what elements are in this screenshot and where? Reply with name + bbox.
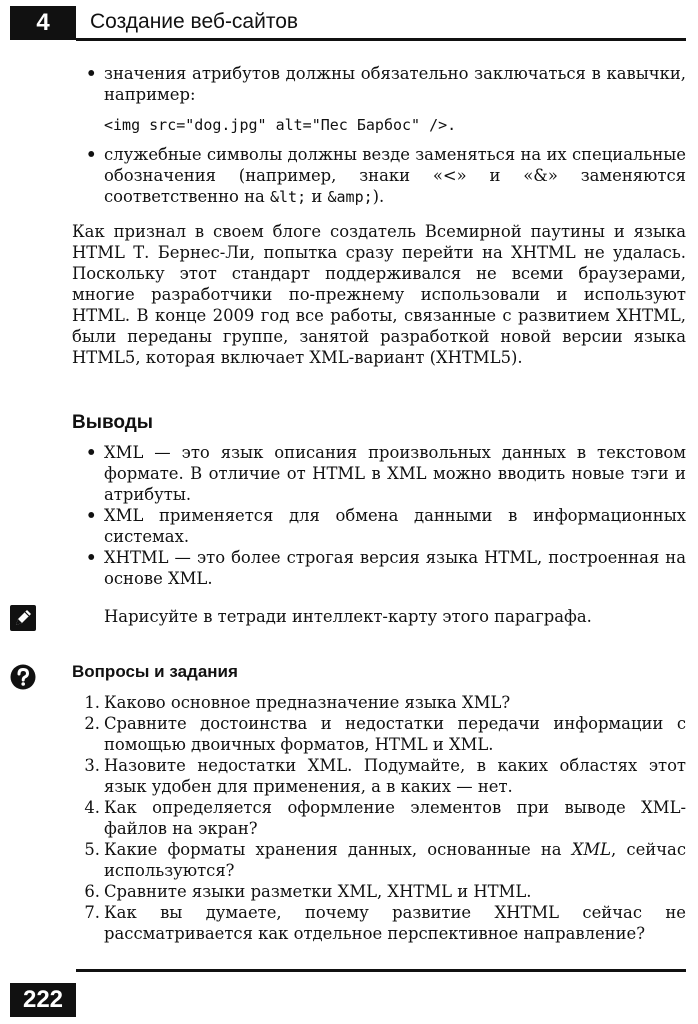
bullet-text-part: служебные символы должны везде заменяться на их специальные обозначения (например, знаки «<» и «&» заменяются соответственно на [104,145,686,206]
question-text-part: , сейчас используются? [104,840,686,880]
bullet-text-part: ). [372,187,385,206]
question-number: 3. [84,756,100,775]
conclusion-item: • XML применяется для обмена данными в информационных системах. [104,505,686,547]
question-text: Назовите недостатки XML. Подумайте, в каких областях этот язык удобен для применения, а в каких — нет. [104,756,686,796]
code-amp: &amp; [327,188,373,206]
question-number: 7. [84,903,100,922]
question-number: 2. [84,714,100,733]
intro-bullet-quotes [104,63,686,105]
chapter-number-badge: 4 [10,6,76,40]
page-header [0,0,698,44]
body-paragraph: Как признал в своем блоге создатель Всемирной паутины и языка HTML Т. Бернес-Ли, попытка сразу перейти на XHTML не удалась. Поскольку этот стандарт поддерживался не всеми браузерами, многие разработчики по-прежнему использовали и используют HTML. В конце 2009 год все работы, связанные с развитием XHTML, были переданы группе, занятой разработкой новой версии языка HTML5, которая включает XML-вариант (XHTML5). [72,222,686,367]
question-number: 6. [84,882,100,901]
code-example: <img src="dog.jpg" alt="Пес Барбос" />. [104,116,457,134]
question-number: 1. [84,693,100,712]
questions-list [84,692,686,944]
list-item [84,692,686,713]
conclusion-item: • XHTML — это более строгая версия языка HTML, построенная на основе XML. [104,547,686,589]
conclusions-heading: Выводы [72,412,154,433]
list-item [84,755,686,797]
page-number: 222 [10,983,76,1017]
footer-divider [76,969,686,972]
list-item [84,839,686,881]
questions-heading: Вопросы и задания [72,662,238,681]
question-text-part: Какие форматы хранения данных, основанные на [104,840,572,859]
question-text: Как определяется оформление элементов при выводе XML-файлов на экран? [104,798,686,838]
question-icon [10,664,36,690]
pencil-icon [10,605,36,631]
code-lt: &lt; [270,188,307,206]
list-item [84,797,686,839]
header-divider [76,38,686,41]
task-text: Нарисуйте в тетради интеллект-карту этого параграфа. [104,607,592,626]
bullet-text: значения атрибутов должны обязательно заключаться в кавычки, например: [104,64,686,104]
question-number: 4. [84,798,100,817]
list-item [84,881,686,902]
intro-bullet-entities [104,144,686,208]
list-item [84,713,686,755]
question-number: 5. [84,840,100,859]
question-text: Сравните достоинства и недостатки передачи информации с помощью двоичных форматов, HTML и XML. [104,714,686,754]
question-text-italic: XML [571,840,612,859]
question-text: Сравните языки разметки XML, XHTML и HTML. [104,882,532,901]
bullet-text-part: и [306,187,328,206]
question-text: Как вы думаете, почему развитие XHTML сейчас не рассматривается как отдельное перспективное направление? [104,903,686,943]
chapter-title: Создание веб-сайтов [90,10,299,33]
question-text: Каково основное предназначение языка XML? [104,693,511,712]
list-item [84,902,686,944]
conclusion-item: • XML — это язык описания произвольных данных в текстовом формате. В отличие от HTML в XML можно вводить новые тэги и атрибуты. [104,442,686,505]
